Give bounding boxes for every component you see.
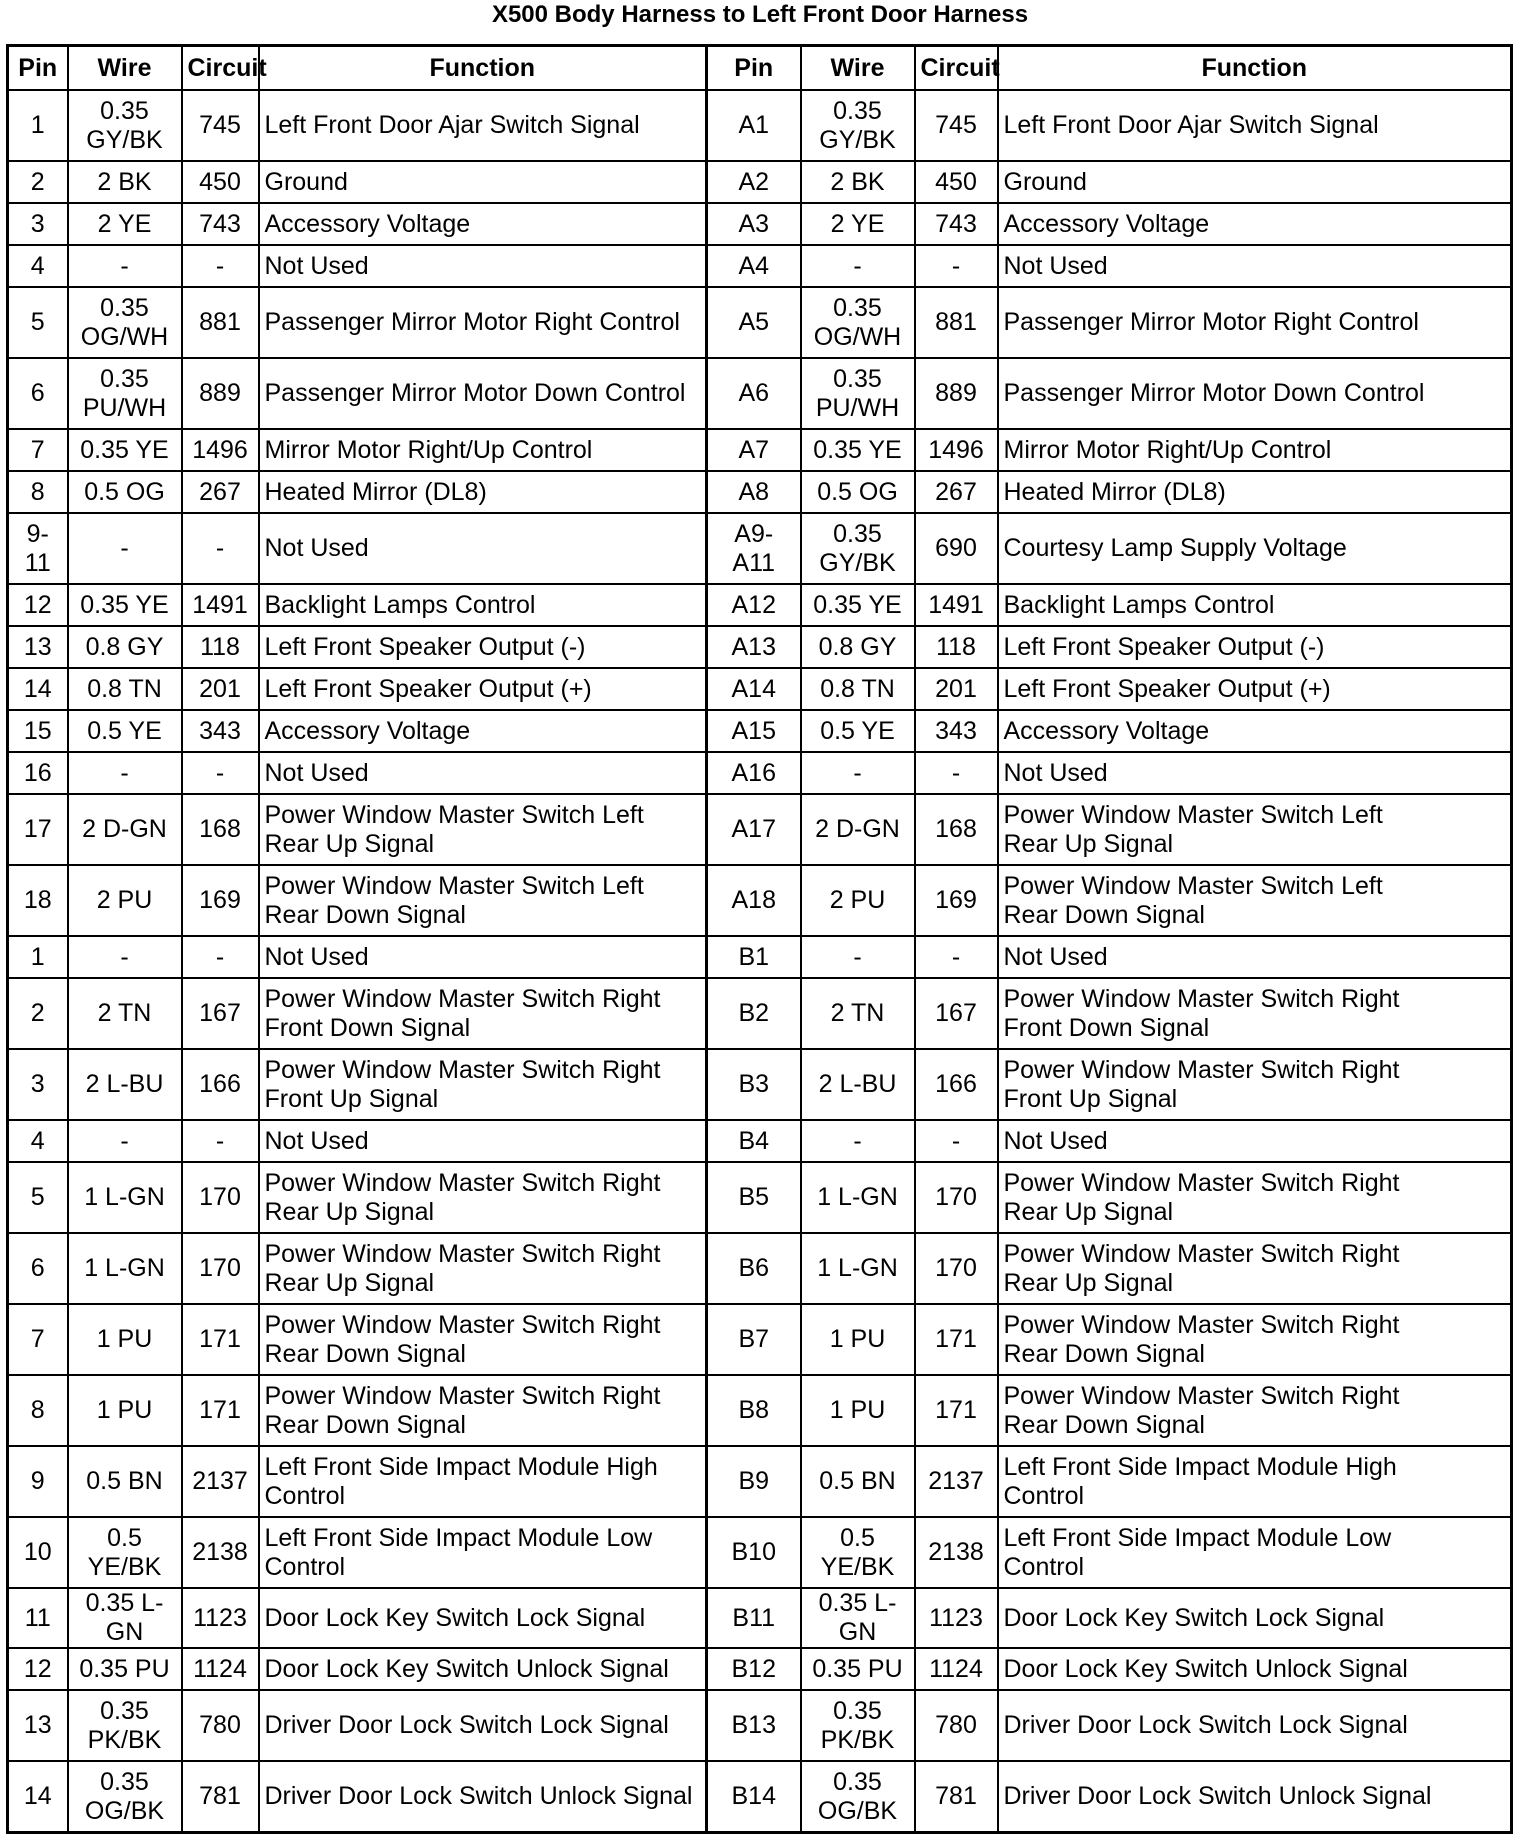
cell-wire: 0.35 PK/BK: [68, 1690, 182, 1761]
cell-circuit: 171: [182, 1304, 259, 1375]
cell-function: Power Window Master Switch Right Rear Up Signal: [998, 1233, 1512, 1304]
cell-circuit: 171: [915, 1304, 998, 1375]
cell-circuit: 2137: [915, 1446, 998, 1517]
cell-pin: 17: [8, 794, 68, 865]
table-row: [8, 1162, 1512, 1233]
cell-circuit: 168: [915, 794, 998, 865]
cell-circuit: 1496: [182, 429, 259, 471]
cell-pin: 15: [8, 710, 68, 752]
cell-wire: 2 BK: [801, 161, 915, 203]
table-row: [8, 429, 1512, 471]
cell-function: Ground: [998, 161, 1512, 203]
table-row: [8, 1761, 1512, 1833]
cell-function: Left Front Speaker Output (+): [259, 668, 707, 710]
cell-function: Not Used: [998, 245, 1512, 287]
cell-circuit: 201: [915, 668, 998, 710]
cell-circuit: 781: [182, 1761, 259, 1833]
cell-wire: 2 L-BU: [68, 1049, 182, 1120]
cell-function: Power Window Master Switch Right Rear Up Signal: [259, 1233, 707, 1304]
header-wire: Wire: [801, 46, 915, 91]
cell-circuit: 1124: [915, 1648, 998, 1690]
cell-function: Passenger Mirror Motor Down Control: [998, 358, 1512, 429]
cell-wire: 0.5 YE/BK: [68, 1517, 182, 1588]
cell-pin: B13: [707, 1690, 801, 1761]
cell-function: Power Window Master Switch Left Rear Up Signal: [259, 794, 707, 865]
cell-function: Accessory Voltage: [998, 203, 1512, 245]
cell-pin: 5: [8, 1162, 68, 1233]
table-row: [8, 668, 1512, 710]
cell-pin: A16: [707, 752, 801, 794]
cell-wire: 0.35 PU/WH: [801, 358, 915, 429]
cell-wire: -: [68, 245, 182, 287]
cell-wire: -: [801, 752, 915, 794]
cell-pin: A1: [707, 90, 801, 161]
cell-pin: 1: [8, 90, 68, 161]
table-row: [8, 978, 1512, 1049]
cell-function: Door Lock Key Switch Lock Signal: [998, 1588, 1512, 1648]
cell-pin: 11: [8, 1588, 68, 1648]
cell-wire: -: [68, 513, 182, 584]
cell-function: Backlight Lamps Control: [259, 584, 707, 626]
table-row: [8, 471, 1512, 513]
table-row: [8, 287, 1512, 358]
cell-pin: B12: [707, 1648, 801, 1690]
cell-wire: 1 L-GN: [68, 1162, 182, 1233]
cell-function: Accessory Voltage: [259, 710, 707, 752]
cell-circuit: 889: [915, 358, 998, 429]
cell-function: Power Window Master Switch Right Rear Down Signal: [259, 1375, 707, 1446]
page-title: X500 Body Harness to Left Front Door Harness: [491, 1, 1029, 28]
cell-wire: 0.5 OG: [68, 471, 182, 513]
cell-function: Not Used: [259, 513, 707, 584]
cell-function: Left Front Side Impact Module High Control: [259, 1446, 707, 1517]
table-row: [8, 1648, 1512, 1690]
cell-circuit: 167: [182, 978, 259, 1049]
cell-circuit: 780: [182, 1690, 259, 1761]
cell-circuit: 450: [915, 161, 998, 203]
cell-circuit: 690: [915, 513, 998, 584]
cell-pin: A8: [707, 471, 801, 513]
cell-circuit: 171: [915, 1375, 998, 1446]
cell-function: Accessory Voltage: [998, 710, 1512, 752]
cell-wire: 0.35 L-GN: [801, 1588, 915, 1648]
cell-wire: -: [68, 752, 182, 794]
cell-wire: 0.5 YE/BK: [801, 1517, 915, 1588]
table-row: [8, 1233, 1512, 1304]
cell-wire: 2 YE: [68, 203, 182, 245]
cell-function: Passenger Mirror Motor Down Control: [259, 358, 707, 429]
cell-wire: 0.35 OG/BK: [68, 1761, 182, 1833]
table-row: [8, 626, 1512, 668]
cell-function: Power Window Master Switch Right Front Down Signal: [998, 978, 1512, 1049]
cell-function: Not Used: [259, 1120, 707, 1162]
cell-circuit: 168: [182, 794, 259, 865]
cell-circuit: 780: [915, 1690, 998, 1761]
cell-wire: 0.35 OG/WH: [801, 287, 915, 358]
cell-circuit: 889: [182, 358, 259, 429]
cell-circuit: -: [915, 245, 998, 287]
cell-pin: 6: [8, 1233, 68, 1304]
cell-pin: A3: [707, 203, 801, 245]
cell-function: Not Used: [259, 752, 707, 794]
table-row: [8, 936, 1512, 978]
cell-pin: B4: [707, 1120, 801, 1162]
cell-pin: 13: [8, 626, 68, 668]
cell-wire: -: [801, 936, 915, 978]
cell-pin: A5: [707, 287, 801, 358]
cell-circuit: 118: [182, 626, 259, 668]
cell-function: Power Window Master Switch Right Rear Up Signal: [998, 1162, 1512, 1233]
table-row: [8, 584, 1512, 626]
cell-function: Not Used: [998, 752, 1512, 794]
header-circuit: Circuit: [182, 46, 259, 91]
cell-wire: 2 TN: [68, 978, 182, 1049]
cell-pin: A15: [707, 710, 801, 752]
cell-wire: 0.35 OG/WH: [68, 287, 182, 358]
cell-circuit: -: [915, 936, 998, 978]
cell-circuit: -: [182, 936, 259, 978]
cell-function: Backlight Lamps Control: [998, 584, 1512, 626]
cell-circuit: 343: [915, 710, 998, 752]
cell-pin: 7: [8, 1304, 68, 1375]
table-row: [8, 161, 1512, 203]
cell-circuit: 171: [182, 1375, 259, 1446]
cell-wire: 1 PU: [68, 1375, 182, 1446]
cell-pin: 2: [8, 161, 68, 203]
cell-circuit: 118: [915, 626, 998, 668]
cell-wire: 2 TN: [801, 978, 915, 1049]
cell-circuit: 166: [182, 1049, 259, 1120]
table-row: [8, 90, 1512, 161]
cell-wire: 2 D-GN: [801, 794, 915, 865]
cell-pin: A18: [707, 865, 801, 936]
header-pin: Pin: [707, 46, 801, 91]
cell-pin: B8: [707, 1375, 801, 1446]
cell-function: Power Window Master Switch Right Rear Down Signal: [259, 1304, 707, 1375]
cell-circuit: 450: [182, 161, 259, 203]
table-row: [8, 1588, 1512, 1648]
cell-pin: 14: [8, 668, 68, 710]
cell-wire: 0.5 YE: [801, 710, 915, 752]
cell-function: Left Front Side Impact Module High Control: [998, 1446, 1512, 1517]
cell-wire: -: [68, 936, 182, 978]
cell-wire: 0.35 YE: [68, 584, 182, 626]
cell-pin: A6: [707, 358, 801, 429]
table-row: [8, 1304, 1512, 1375]
table-row: [8, 513, 1512, 584]
cell-pin: A12: [707, 584, 801, 626]
cell-wire: 0.35 YE: [801, 429, 915, 471]
table-row: [8, 1049, 1512, 1120]
cell-circuit: 201: [182, 668, 259, 710]
cell-wire: 0.8 GY: [68, 626, 182, 668]
cell-function: Driver Door Lock Switch Lock Signal: [259, 1690, 707, 1761]
cell-function: Door Lock Key Switch Unlock Signal: [998, 1648, 1512, 1690]
cell-wire: 0.35 PU: [801, 1648, 915, 1690]
cell-pin: B7: [707, 1304, 801, 1375]
table-row: [8, 245, 1512, 287]
cell-pin: B11: [707, 1588, 801, 1648]
table-row: [8, 1690, 1512, 1761]
cell-wire: 0.8 TN: [801, 668, 915, 710]
table-row: [8, 752, 1512, 794]
header-circuit: Circuit: [915, 46, 998, 91]
table-row: [8, 794, 1512, 865]
header-row: [8, 46, 1512, 91]
cell-circuit: 1123: [915, 1588, 998, 1648]
cell-wire: 0.35 PU/WH: [68, 358, 182, 429]
cell-wire: 1 L-GN: [801, 1162, 915, 1233]
cell-wire: 0.35 PK/BK: [801, 1690, 915, 1761]
cell-circuit: -: [182, 245, 259, 287]
cell-function: Not Used: [259, 245, 707, 287]
cell-circuit: 743: [182, 203, 259, 245]
cell-wire: 2 PU: [68, 865, 182, 936]
cell-function: Courtesy Lamp Supply Voltage: [998, 513, 1512, 584]
cell-circuit: 170: [915, 1233, 998, 1304]
cell-function: Heated Mirror (DL8): [259, 471, 707, 513]
cell-circuit: 881: [182, 287, 259, 358]
header-function: Function: [998, 46, 1512, 91]
cell-function: Power Window Master Switch Left Rear Down Signal: [998, 865, 1512, 936]
cell-wire: 0.5 YE: [68, 710, 182, 752]
cell-pin: B2: [707, 978, 801, 1049]
cell-function: Left Front Speaker Output (-): [259, 626, 707, 668]
cell-pin: B6: [707, 1233, 801, 1304]
cell-wire: -: [68, 1120, 182, 1162]
cell-circuit: -: [182, 513, 259, 584]
cell-function: Accessory Voltage: [259, 203, 707, 245]
cell-wire: 0.8 TN: [68, 668, 182, 710]
cell-circuit: 169: [182, 865, 259, 936]
cell-wire: 0.35 YE: [68, 429, 182, 471]
cell-wire: -: [801, 1120, 915, 1162]
harness-pinout-table: [6, 44, 1513, 1834]
cell-function: Heated Mirror (DL8): [998, 471, 1512, 513]
cell-function: Not Used: [998, 936, 1512, 978]
cell-pin: B3: [707, 1049, 801, 1120]
cell-circuit: 781: [915, 1761, 998, 1833]
cell-circuit: 2138: [182, 1517, 259, 1588]
table-row: [8, 710, 1512, 752]
cell-function: Not Used: [259, 936, 707, 978]
cell-circuit: 169: [915, 865, 998, 936]
cell-circuit: -: [915, 752, 998, 794]
cell-function: Driver Door Lock Switch Lock Signal: [998, 1690, 1512, 1761]
cell-function: Door Lock Key Switch Lock Signal: [259, 1588, 707, 1648]
cell-circuit: 170: [182, 1162, 259, 1233]
cell-wire: 0.35 GY/BK: [801, 90, 915, 161]
cell-pin: 9-11: [8, 513, 68, 584]
cell-circuit: -: [915, 1120, 998, 1162]
cell-function: Passenger Mirror Motor Right Control: [998, 287, 1512, 358]
table-row: [8, 203, 1512, 245]
cell-pin: 6: [8, 358, 68, 429]
cell-function: Left Front Door Ajar Switch Signal: [998, 90, 1512, 161]
cell-function: Power Window Master Switch Right Rear Up Signal: [259, 1162, 707, 1233]
header-function: Function: [259, 46, 707, 91]
cell-pin: 4: [8, 1120, 68, 1162]
cell-function: Door Lock Key Switch Unlock Signal: [259, 1648, 707, 1690]
cell-circuit: 743: [915, 203, 998, 245]
cell-function: Mirror Motor Right/Up Control: [259, 429, 707, 471]
cell-circuit: 170: [915, 1162, 998, 1233]
cell-wire: 0.35 L-GN: [68, 1588, 182, 1648]
cell-wire: 2 PU: [801, 865, 915, 936]
cell-pin: 10: [8, 1517, 68, 1588]
cell-pin: 8: [8, 1375, 68, 1446]
cell-circuit: 267: [182, 471, 259, 513]
cell-function: Left Front Speaker Output (-): [998, 626, 1512, 668]
cell-pin: 1: [8, 936, 68, 978]
cell-wire: 0.5 OG: [801, 471, 915, 513]
cell-circuit: -: [182, 752, 259, 794]
cell-wire: 2 YE: [801, 203, 915, 245]
cell-wire: 2 D-GN: [68, 794, 182, 865]
cell-circuit: 1491: [182, 584, 259, 626]
cell-circuit: 2138: [915, 1517, 998, 1588]
cell-pin: A14: [707, 668, 801, 710]
cell-function: Left Front Speaker Output (+): [998, 668, 1512, 710]
cell-pin: A4: [707, 245, 801, 287]
cell-circuit: 1496: [915, 429, 998, 471]
cell-pin: A13: [707, 626, 801, 668]
cell-pin: A9-A11: [707, 513, 801, 584]
cell-pin: 14: [8, 1761, 68, 1833]
cell-pin: 4: [8, 245, 68, 287]
cell-function: Power Window Master Switch Right Rear Down Signal: [998, 1304, 1512, 1375]
cell-circuit: -: [182, 1120, 259, 1162]
cell-wire: 0.8 GY: [801, 626, 915, 668]
cell-function: Driver Door Lock Switch Unlock Signal: [259, 1761, 707, 1833]
cell-circuit: 1491: [915, 584, 998, 626]
cell-pin: 18: [8, 865, 68, 936]
table-body: [8, 90, 1512, 1833]
cell-circuit: 343: [182, 710, 259, 752]
cell-function: Power Window Master Switch Left Rear Up Signal: [998, 794, 1512, 865]
cell-wire: 0.35 YE: [801, 584, 915, 626]
cell-function: Mirror Motor Right/Up Control: [998, 429, 1512, 471]
cell-pin: B9: [707, 1446, 801, 1517]
cell-function: Power Window Master Switch Right Front Down Signal: [259, 978, 707, 1049]
cell-wire: 0.35 GY/BK: [68, 90, 182, 161]
cell-pin: 9: [8, 1446, 68, 1517]
cell-circuit: 1124: [182, 1648, 259, 1690]
cell-pin: 3: [8, 203, 68, 245]
cell-pin: A7: [707, 429, 801, 471]
cell-pin: 5: [8, 287, 68, 358]
cell-wire: 0.5 BN: [801, 1446, 915, 1517]
cell-circuit: 881: [915, 287, 998, 358]
cell-pin: 7: [8, 429, 68, 471]
table-row: [8, 1375, 1512, 1446]
cell-pin: A2: [707, 161, 801, 203]
cell-pin: 12: [8, 1648, 68, 1690]
cell-circuit: 745: [915, 90, 998, 161]
cell-circuit: 167: [915, 978, 998, 1049]
header-pin: Pin: [8, 46, 68, 91]
cell-wire: 1 PU: [801, 1304, 915, 1375]
cell-wire: 1 L-GN: [68, 1233, 182, 1304]
cell-wire: 0.35 PU: [68, 1648, 182, 1690]
cell-circuit: 166: [915, 1049, 998, 1120]
cell-function: Power Window Master Switch Right Rear Down Signal: [998, 1375, 1512, 1446]
cell-pin: B14: [707, 1761, 801, 1833]
cell-circuit: 2137: [182, 1446, 259, 1517]
cell-function: Left Front Door Ajar Switch Signal: [259, 90, 707, 161]
cell-wire: 0.5 BN: [68, 1446, 182, 1517]
cell-function: Power Window Master Switch Right Front Up Signal: [259, 1049, 707, 1120]
table-row: [8, 358, 1512, 429]
cell-pin: 13: [8, 1690, 68, 1761]
cell-circuit: 170: [182, 1233, 259, 1304]
cell-wire: -: [801, 245, 915, 287]
cell-function: Left Front Side Impact Module Low Control: [998, 1517, 1512, 1588]
header-wire: Wire: [68, 46, 182, 91]
table-row: [8, 865, 1512, 936]
table-row: [8, 1517, 1512, 1588]
cell-pin: 16: [8, 752, 68, 794]
cell-circuit: 267: [915, 471, 998, 513]
cell-wire: 2 L-BU: [801, 1049, 915, 1120]
cell-function: Power Window Master Switch Right Front Up Signal: [998, 1049, 1512, 1120]
cell-pin: 8: [8, 471, 68, 513]
cell-pin: B10: [707, 1517, 801, 1588]
cell-pin: A17: [707, 794, 801, 865]
table-row: [8, 1120, 1512, 1162]
cell-wire: 1 PU: [68, 1304, 182, 1375]
cell-wire: 2 BK: [68, 161, 182, 203]
cell-wire: 1 L-GN: [801, 1233, 915, 1304]
cell-function: Not Used: [998, 1120, 1512, 1162]
cell-wire: 0.35 GY/BK: [801, 513, 915, 584]
table-row: [8, 1446, 1512, 1517]
cell-circuit: 1123: [182, 1588, 259, 1648]
cell-wire: 1 PU: [801, 1375, 915, 1446]
cell-function: Power Window Master Switch Left Rear Down Signal: [259, 865, 707, 936]
cell-function: Driver Door Lock Switch Unlock Signal: [998, 1761, 1512, 1833]
cell-pin: 2: [8, 978, 68, 1049]
cell-pin: 3: [8, 1049, 68, 1120]
cell-pin: 12: [8, 584, 68, 626]
cell-pin: B5: [707, 1162, 801, 1233]
cell-function: Ground: [259, 161, 707, 203]
cell-pin: B1: [707, 936, 801, 978]
cell-function: Left Front Side Impact Module Low Control: [259, 1517, 707, 1588]
cell-circuit: 745: [182, 90, 259, 161]
cell-wire: 0.35 OG/BK: [801, 1761, 915, 1833]
cell-function: Passenger Mirror Motor Right Control: [259, 287, 707, 358]
